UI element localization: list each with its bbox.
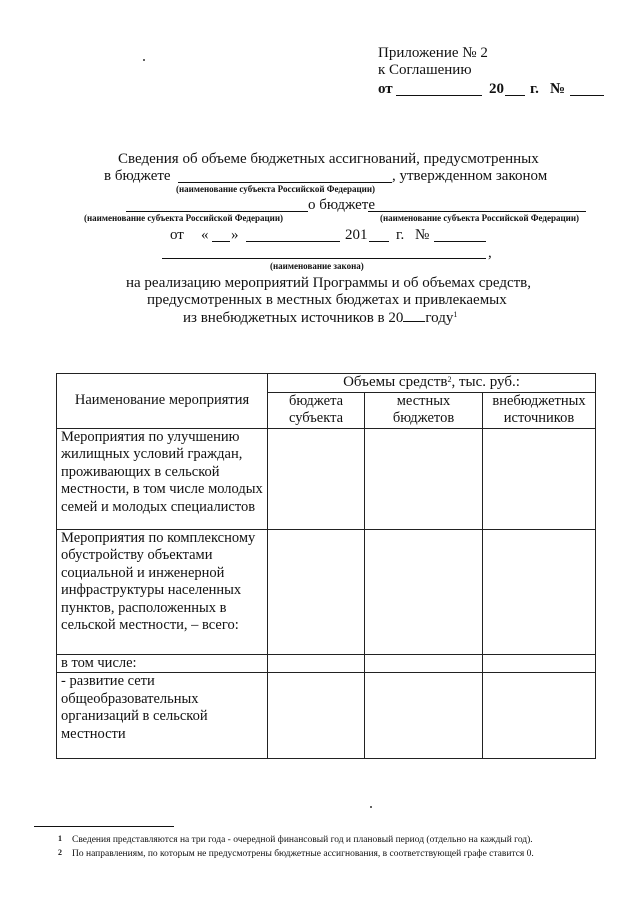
- heading-law-blank: [162, 258, 486, 259]
- footnote-ref-2: 2: [447, 375, 452, 384]
- appendix-date-from: от: [378, 81, 393, 97]
- caption-subject-3: (наименование субъекта Российской Федерации): [380, 213, 580, 223]
- header-activity-name-text: Наименование мероприятия: [74, 392, 250, 408]
- heading-line8-prefix: из внебюджетных источников в 20: [183, 310, 404, 326]
- row-infra-offbudget-cell[interactable]: [483, 529, 596, 654]
- header-offbudget-sources: внебюджетных источников: [483, 392, 596, 428]
- allocations-table: [56, 373, 596, 759]
- header-local-budgets: местных бюджетов: [365, 392, 483, 428]
- footnote-2-mark: 2: [58, 848, 62, 857]
- footnote-1: [58, 834, 533, 846]
- footnote-1-text: Сведения представляются на три года - очередной финансовый год и плановый период (отдельно на каждый год).: [72, 835, 533, 845]
- heading-line4-from: от: [170, 227, 184, 243]
- caption-law: (наименование закона): [270, 261, 364, 271]
- appendix-year-suffix: г.: [530, 81, 539, 97]
- row-including-offbudget-cell[interactable]: [483, 654, 596, 673]
- row-activity-infrastructure: Мероприятия по комплексному обустройству объектами социальной и инженерной инфраструктуры населенных пунктов, расположенных в сельской местности, – всего:: [57, 529, 268, 654]
- heading-line4-no: №: [415, 227, 430, 243]
- row-including-subject-cell[interactable]: [268, 654, 365, 673]
- appendix-number-blank: [570, 95, 604, 96]
- row-schools-subject-cell[interactable]: [268, 673, 365, 759]
- heading-line2-suffix: , утвержденном законом: [392, 168, 548, 184]
- row-activity-housing: Мероприятия по улучшению жилищных условий граждан, проживающих в сельской местности, в том числе молодых семей и молодых специалистов: [57, 428, 268, 529]
- heading-subject-blank-3: [368, 211, 586, 212]
- heading-year-blank: [369, 241, 389, 242]
- row-schools-local-cell[interactable]: [365, 673, 483, 759]
- footnote-1-mark: 1: [58, 834, 62, 843]
- row-including: в том числе:: [57, 654, 268, 673]
- heading-line3-middle: о бюджете: [308, 197, 375, 213]
- heading-line2-prefix: в бюджете: [104, 168, 171, 184]
- footnote-2-text: По направлениям, по которым не предусмотрены бюджетные ассигнования, в соответствующей графе ставится 0.: [72, 849, 534, 859]
- heading-subject-blank-1: [178, 182, 392, 183]
- row-housing-subject-cell[interactable]: [268, 428, 365, 529]
- heading-line5-comma: ,: [488, 245, 492, 261]
- appendix-year-prefix: 20: [489, 81, 504, 97]
- appendix-date-blank: [396, 95, 482, 96]
- appendix-subtitle: к Соглашению: [378, 62, 472, 78]
- row-housing-local-cell[interactable]: [365, 428, 483, 529]
- appendix-year-blank: [505, 95, 525, 96]
- scan-dot: [143, 59, 145, 61]
- heading-number-blank: [434, 241, 486, 242]
- header-funds-suffix: , тыс. руб.:: [451, 374, 520, 390]
- caption-subject-1: (наименование субъекта Российской Федерации): [176, 184, 376, 194]
- header-funds-label: Объемы средств: [343, 374, 448, 390]
- row-including-local-cell[interactable]: [365, 654, 483, 673]
- header-activity-name: [57, 374, 268, 429]
- heading-line4-quote-close: »: [231, 227, 239, 243]
- caption-subject-2: (наименование субъекта Российской Федерации): [84, 213, 284, 223]
- row-infra-subject-cell[interactable]: [268, 529, 365, 654]
- scan-dot: [370, 806, 372, 808]
- heading-day-blank: [212, 241, 230, 242]
- heading-line4-year: 201: [345, 227, 368, 243]
- heading-line7: предусмотренных в местных бюджетах и привлекаемых: [147, 292, 507, 308]
- footnote-2: [58, 848, 534, 860]
- heading-month-blank: [246, 241, 340, 242]
- heading-line8-suffix: году: [425, 310, 454, 326]
- footnote-ref-1: 1: [453, 310, 458, 319]
- header-funds-group: [268, 374, 596, 393]
- heading-line8: [183, 309, 457, 327]
- appendix-title: Приложение № 2: [378, 45, 488, 61]
- heading-line4-quote-open: «: [201, 227, 209, 243]
- row-infra-local-cell[interactable]: [365, 529, 483, 654]
- heading-line1: Сведения об объеме бюджетных ассигнований, предусмотренных: [118, 151, 539, 167]
- heading-line6: на реализацию мероприятий Программы и об объемах средств,: [126, 275, 532, 291]
- appendix-number-sign: №: [550, 81, 566, 97]
- row-housing-offbudget-cell[interactable]: [483, 428, 596, 529]
- heading-line4-g: г.: [396, 227, 405, 243]
- header-subject-budget: бюджета субъекта: [268, 392, 365, 428]
- footnote-separator: [34, 826, 174, 827]
- row-schools-offbudget-cell[interactable]: [483, 673, 596, 759]
- heading-subject-blank-2: [126, 211, 308, 212]
- heading-line8-year-blank: [403, 309, 425, 322]
- row-activity-schools: - развитие сети общеобразовательных организаций в сельской местности: [57, 673, 268, 759]
